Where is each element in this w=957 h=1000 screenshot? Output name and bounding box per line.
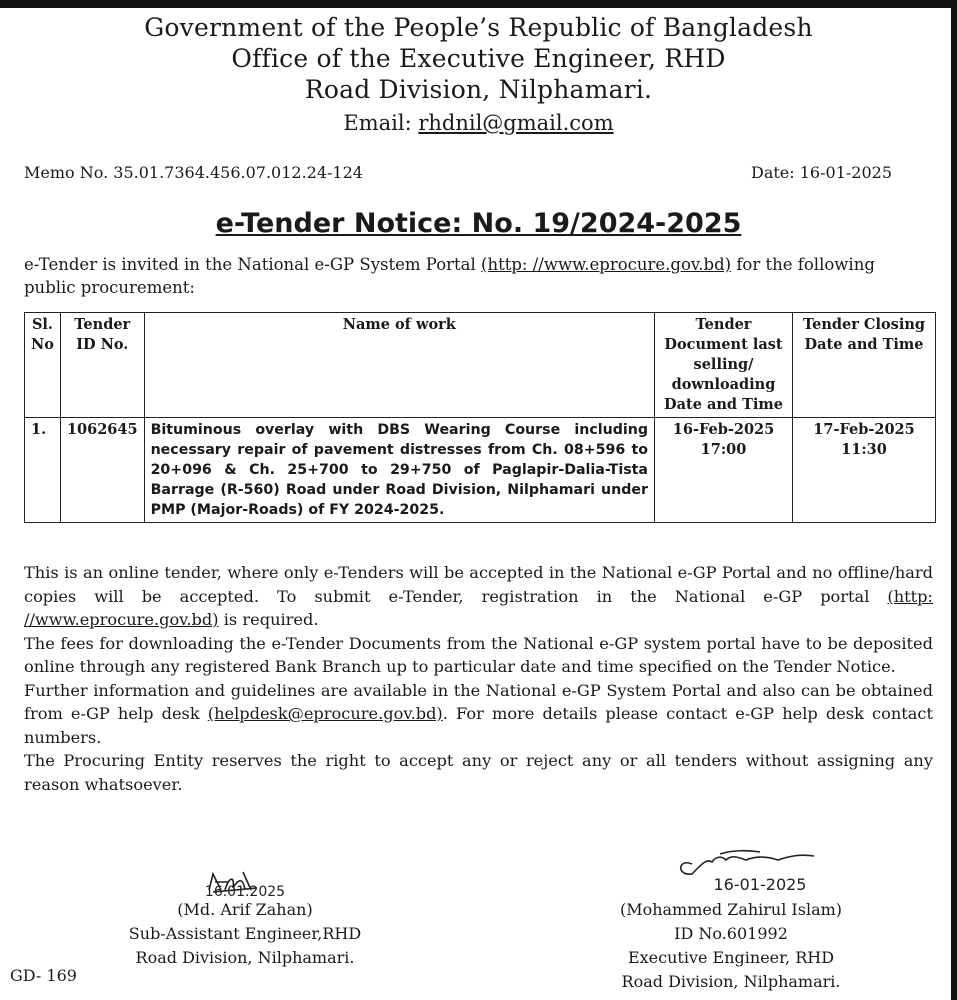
intro-text: e-Tender is invited in the National e-GP System Portal xyxy=(24,255,482,274)
header-sl: Sl. No xyxy=(25,313,61,418)
paragraph-reserve-right: The Procuring Entity reserves the right to accept any or reject any or all tenders without assigning any reason whatsoever. xyxy=(24,751,933,794)
left-signer-name: (Md. Arif Zahan) xyxy=(177,900,313,919)
division-name: Road Division, Nilphamari. xyxy=(304,75,653,104)
paragraph-fees: The fees for downloading the e-Tender Documents from the National e-GP system portal have to be deposited online through any registered Bank Branch up to particular date and time specified on the Tender Notice. xyxy=(24,633,933,676)
paragraph-further-info xyxy=(24,679,933,750)
intro-text-end: for the following public procurement: xyxy=(24,255,875,297)
conditions-text xyxy=(24,561,933,796)
notice-title: e-Tender Notice: No. 19/2024-2025 xyxy=(215,208,742,239)
tender-table xyxy=(24,312,936,523)
row-close-datetime xyxy=(793,418,936,523)
p1-text-end: is required. xyxy=(218,610,319,629)
right-handwritten-date: 16-01-2025 xyxy=(713,875,807,894)
signature-scribble-left xyxy=(117,868,373,898)
right-signer-designation: Executive Engineer, RHD xyxy=(627,948,835,967)
memo-date: Date: 16-01-2025 xyxy=(751,163,892,182)
doc-date: 16-Feb-2025 xyxy=(672,421,775,438)
intro-paragraph xyxy=(24,253,924,299)
header-tender-id: Tender ID No. xyxy=(60,313,144,418)
right-signer-id: ID No.601992 xyxy=(674,924,788,943)
email-line xyxy=(0,106,957,140)
close-date: 17-Feb-2025 xyxy=(813,421,915,438)
left-signer-designation: Sub-Assistant Engineer,RHD xyxy=(128,924,362,943)
row-sl: 1. xyxy=(25,418,61,523)
doc-time: 17:00 xyxy=(700,441,747,458)
close-time: 11:30 xyxy=(841,441,887,458)
row-work: Bituminous overlay with DBS Wearing Course including necessary repair of pavement distresses from Ch. 08+596 to 20+096 & Ch. 25+700 to 29+750 of Paglapir-Dalia-Tista Barrage (R-560) Road under Road Division, Nilphamari under PMP (Major-Roads) of FY 2024-2025. xyxy=(144,418,654,523)
header-closing: Tender Closing Date and Time xyxy=(793,313,936,418)
signature-scribble-right xyxy=(600,846,862,898)
header-work: Name of work xyxy=(144,313,654,418)
handwritten-signature-right xyxy=(600,846,862,898)
scan-top-edge xyxy=(0,0,957,8)
row-tender-id: 1062645 xyxy=(60,418,144,523)
eprocure-link-2[interactable]: (http: //www.eprocure.gov.bd) xyxy=(24,586,933,629)
header-doc-selling: Tender Document last selling/ downloading Date and Time xyxy=(655,313,793,418)
scan-right-edge xyxy=(951,0,957,1000)
p3-text: Further information and guidelines are available in the National e-GP System Portal and also can be obtained from e-GP help desk xyxy=(24,680,933,723)
table-row xyxy=(25,418,936,523)
table-header-row xyxy=(25,313,936,418)
right-signer-office: Road Division, Nilphamari. xyxy=(621,972,841,991)
eprocure-link[interactable]: (http: //www.eprocure.gov.bd) xyxy=(481,255,732,274)
p1-text: This is an online tender, where only e-Tenders will be accepted in the National e-GP Portal and no offline/hard copies will be accepted. To submit e-Tender, registration in the National e-GP portal xyxy=(24,563,933,606)
footer-code: GD- 169 xyxy=(10,966,77,985)
memo-number: Memo No. 35.01.7364.456.07.012.24-124 xyxy=(24,163,363,182)
paragraph-online-tender xyxy=(24,561,933,632)
signature-block-left xyxy=(117,868,373,970)
email-link[interactable]: rhdnil@gmail.com xyxy=(418,111,614,135)
government-name: Government of the People’s Republic of Bangladesh xyxy=(144,13,813,42)
signature-block-right xyxy=(600,846,862,994)
row-doc-datetime xyxy=(655,418,793,523)
letterhead xyxy=(0,12,957,140)
right-signer-name: (Mohammed Zahirul Islam) xyxy=(619,900,843,919)
handwritten-signature-left xyxy=(117,868,373,898)
email-label: Email: xyxy=(343,111,419,135)
left-handwritten-date: 16.01.2025 xyxy=(204,884,286,898)
p3-text-end: . For more details please contact e-GP help desk contact numbers. xyxy=(24,704,933,747)
helpdesk-email-link[interactable]: (helpdesk@eprocure.gov.bd) xyxy=(207,704,443,723)
left-signer-office: Road Division, Nilphamari. xyxy=(135,948,355,967)
office-name: Office of the Executive Engineer, RHD xyxy=(231,44,726,73)
